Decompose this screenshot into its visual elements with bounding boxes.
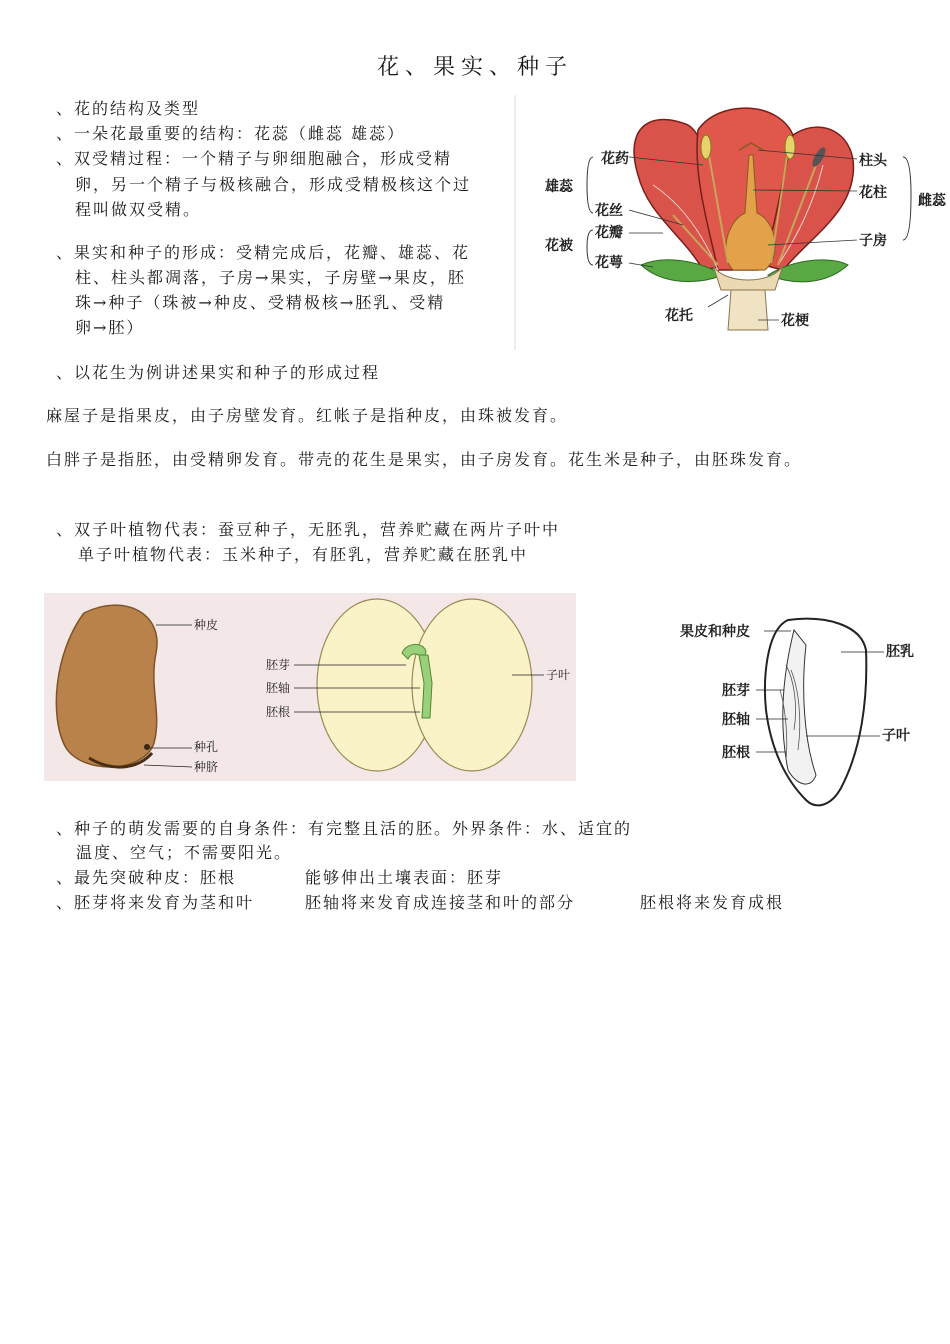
label-plumule: 胚芽 (722, 683, 750, 699)
germination-line-4a: 、胚芽将来发育为茎和叶 (56, 893, 255, 912)
label-pistil: 雌蕊 (918, 193, 946, 209)
label-cotyledon: 子叶 (546, 668, 571, 682)
label-radicle: 胚根 (266, 705, 291, 719)
text-line: 、果实和种子的形成：受精完成后，花瓣、雄蕊、花 (56, 243, 471, 262)
label-cotyledon: 子叶 (882, 728, 910, 744)
germination-line-4b: 胚轴将来发育成连接茎和叶的部分 (305, 893, 576, 912)
label-plumule: 胚芽 (266, 658, 291, 672)
label-perianth: 花被 (545, 238, 573, 254)
label-stamen: 雄蕊 (545, 179, 573, 195)
germination-line-1: 、种子的萌发需要的自身条件：有完整且活的胚。外界条件：水、适宜的 (56, 819, 633, 838)
label-receptacle: 花托 (665, 308, 693, 324)
peanut-line-2: 白胖子是指胚，由受精卵发育。带壳的花生是果实，由子房发育。花生米是种子，由胚珠发育。 (46, 450, 803, 469)
label-hilum: 种脐 (194, 760, 219, 774)
label-pericarp-seedcoat: 果皮和种皮 (680, 624, 750, 640)
page-title: 花、果实、种子 (376, 55, 573, 80)
label-filament: 花丝 (595, 203, 623, 219)
germination-line-4c: 胚根将来发育成根 (640, 893, 785, 912)
corn-diagram (676, 610, 930, 810)
bean-diagram (44, 593, 576, 781)
label-stigma: 柱头 (859, 153, 887, 169)
text-line: 卵→胚） (75, 318, 145, 337)
label-seed-coat: 种皮 (194, 618, 219, 632)
monocot-line: 单子叶植物代表：玉米种子，有胚乳，营养贮藏在胚乳中 (78, 545, 529, 564)
text-line: 柱、柱头都凋落，子房→果实，子房壁→果皮，胚 (75, 268, 466, 287)
label-hypocotyl: 胚轴 (266, 681, 291, 695)
label-endosperm: 胚乳 (886, 644, 914, 660)
flower-diagram (513, 95, 950, 350)
peanut-line-1: 麻屋子是指果皮，由子房壁发育。红帐子是指种皮，由珠被发育。 (46, 406, 569, 425)
label-pedicel: 花梗 (781, 313, 809, 329)
label-anther: 花药 (601, 151, 629, 167)
text-line: 卵，另一个精子与极核融合，形成受精极核这个过 (75, 175, 472, 194)
label-sepal: 花萼 (595, 255, 623, 271)
text-line: 珠→种子（珠被→种皮、受精极核→胚乳、受精 (75, 293, 446, 312)
text-line: 、花的结构及类型 (56, 99, 201, 118)
label-ovary: 子房 (859, 233, 887, 249)
germination-line-3b: 能够伸出土壤表面：胚芽 (305, 868, 504, 887)
label-style: 花柱 (859, 185, 887, 201)
text-line: 、一朵花最重要的结构：花蕊（雌蕊 雄蕊） (56, 124, 406, 143)
text-line: 、双受精过程：一个精子与卵细胞融合，形成受精 (56, 149, 453, 168)
label-radicle: 胚根 (722, 745, 750, 761)
peanut-heading: 、以花生为例讲述果实和种子的形成过程 (56, 363, 381, 382)
text-line: 程叫做双受精。 (75, 200, 202, 219)
germination-line-3a: 、最先突破种皮：胚根 (56, 868, 237, 887)
label-hypocotyl: 胚轴 (722, 712, 750, 728)
dicot-line: 、双子叶植物代表：蚕豆种子，无胚乳，营养贮藏在两片子叶中 (56, 520, 561, 539)
germination-line-2: 温度、空气；不需要阳光。 (76, 843, 293, 862)
label-petal: 花瓣 (595, 225, 623, 241)
label-micropyle: 种孔 (194, 740, 219, 754)
